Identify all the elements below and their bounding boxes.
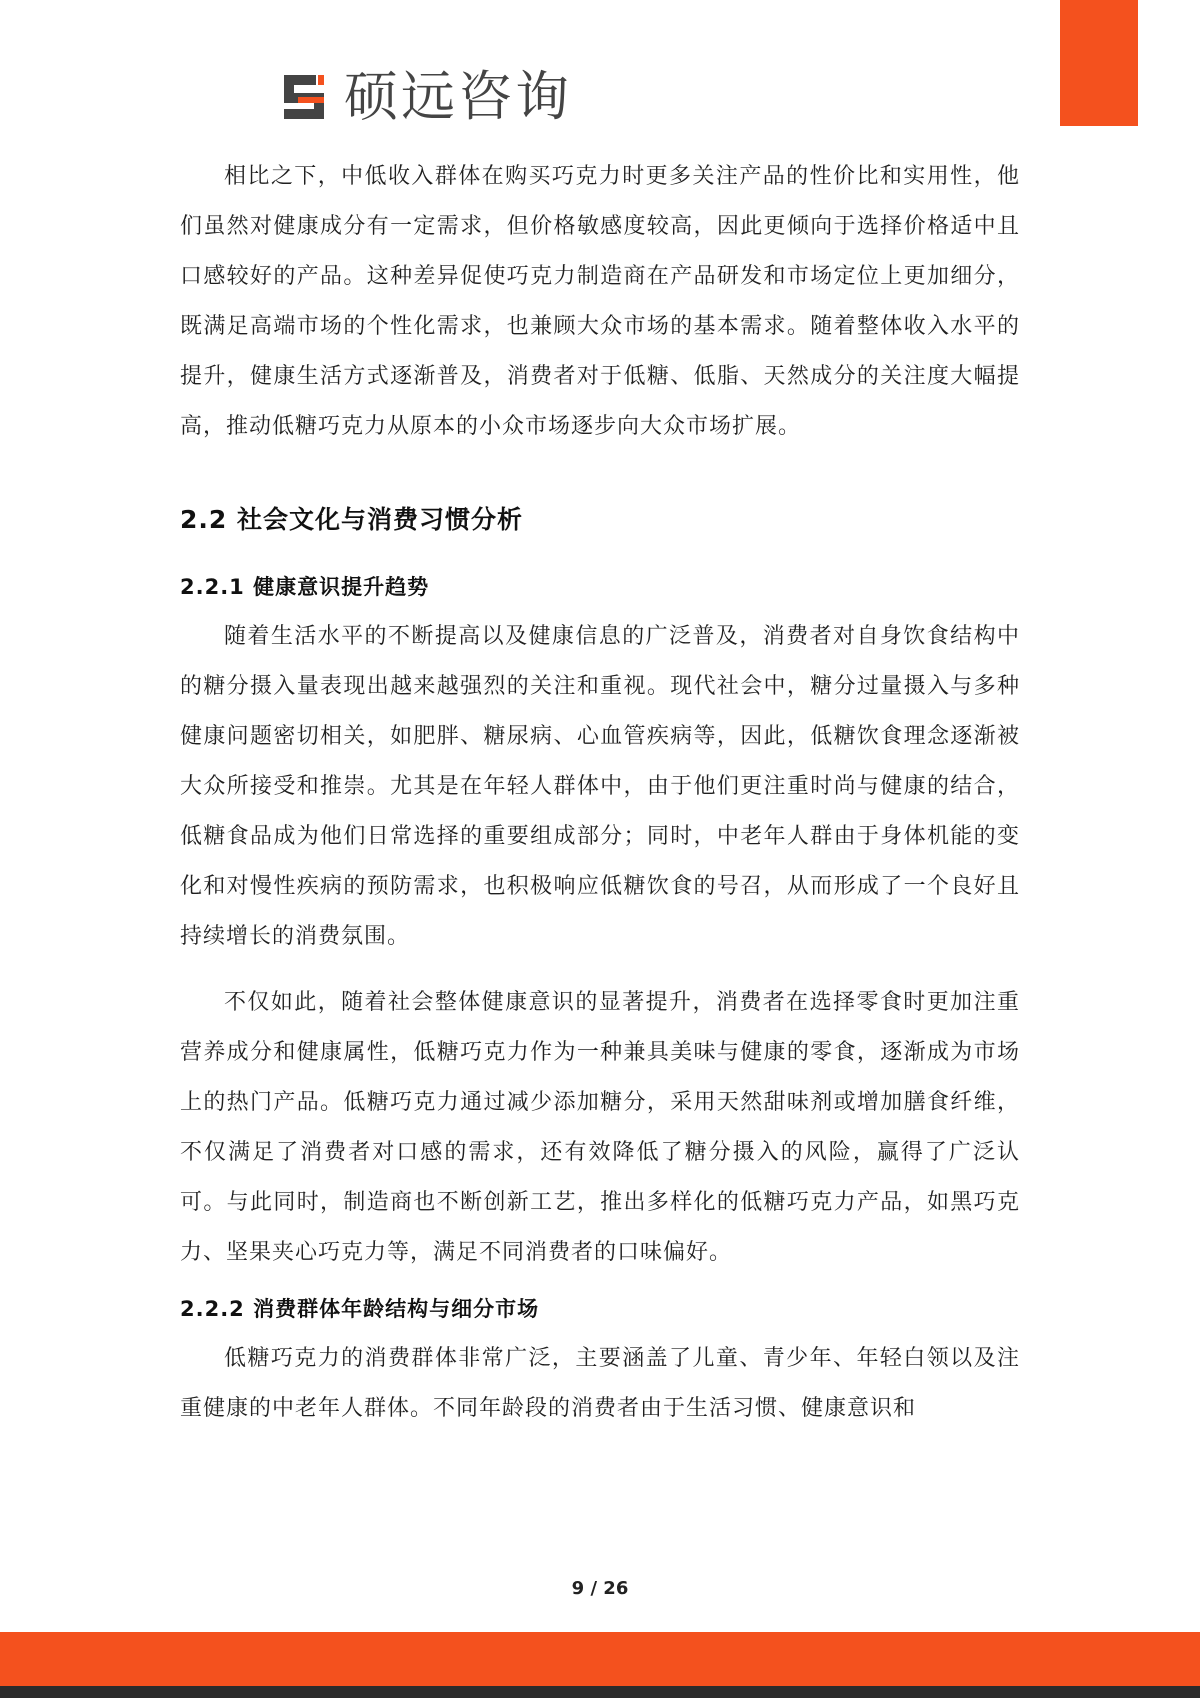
health-trend-paragraph-2: 不仅如此，随着社会整体健康意识的显著提升，消费者在选择零食时更加注重营养成分和健康属性，低糖巧克力作为一种兼具美味与健康的零食，逐渐成为市场上的热门产品。低糖巧克力通过减少添加糖分，采用天然甜味剂或增加膳食纤维，不仅满足了消费者对口感的需求，还有效降低了糖分摄入的风险，赢得了广泛认可。与此同时，制造商也不断创新工艺，推出多样化的低糖巧克力产品，如黑巧克力、坚果夹心巧克力等，满足不同消费者的口味偏好。 — [180, 990, 1020, 1265]
brand-name: 硕远咨询 — [344, 65, 572, 128]
brand-s-icon — [276, 69, 332, 125]
intro-paragraph: 相比之下，中低收入群体在购买巧克力时更多关注产品的性价比和实用性，他们虽然对健康成分有一定需求，但价格敏感度较高，因此更倾向于选择价格适中且口感较好的产品。这种差异促使巧克力制造商在产品研发和市场定位上更加细分，既满足高端市场的个性化需求，也兼顾大众市场的基本需求。随着整体收入水平的提升，健康生活方式逐渐普及，消费者对于低糖、低脂、天然成分的关注度大幅提高，推动低糖巧克力从原本的小众市场逐步向大众市场扩展。 — [180, 164, 1020, 439]
subsection-2-2-1-heading: 2.2.1 健康意识提升趋势 — [180, 575, 430, 599]
brand-logo — [276, 64, 572, 130]
corner-accent-tab — [1060, 0, 1138, 126]
health-trend-paragraph-1: 随着生活水平的不断提高以及健康信息的广泛普及，消费者对自身饮食结构中的糖分摄入量表现出越来越强烈的关注和重视。现代社会中，糖分过量摄入与多种健康问题密切相关，如肥胖、糖尿病、心血管疾病等，因此，低糖饮食理念逐渐被大众所接受和推崇。尤其是在年轻人群体中，由于他们更注重时尚与健康的结合，低糖食品成为他们日常选择的重要组成部分；同时，中老年人群由于身体机能的变化和对慢性疾病的预防需求，也积极响应低糖饮食的号召，从而形成了一个良好且持续增长的消费氛围。 — [180, 624, 1020, 949]
document-body — [180, 152, 1020, 1434]
footer-accent-bar — [0, 1632, 1200, 1686]
footer-dark-line — [0, 1686, 1200, 1698]
subsection-2-2-2-heading: 2.2.2 消费群体年龄结构与细分市场 — [180, 1297, 540, 1321]
section-2-2-heading: 2.2 社会文化与消费习惯分析 — [180, 505, 523, 534]
page-indicator: 9 / 26 — [571, 1578, 629, 1599]
age-structure-paragraph-1: 低糖巧克力的消费群体非常广泛，主要涵盖了儿童、青少年、年轻白领以及注重健康的中老年人群体。不同年龄段的消费者由于生活习惯、健康意识和 — [180, 1346, 1020, 1421]
